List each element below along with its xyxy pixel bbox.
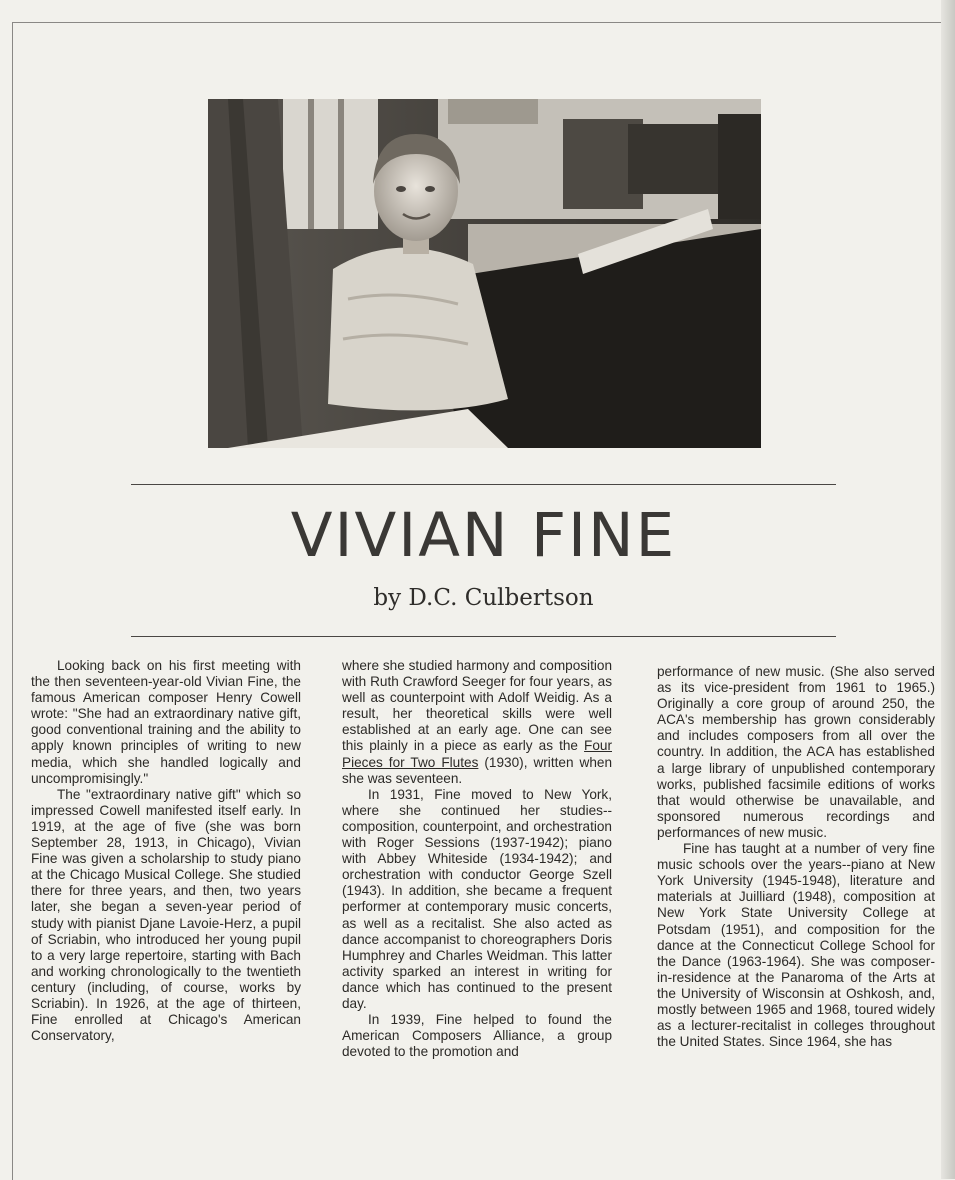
col3-paragraph-1: performance of new music. (She also served as its vice-president from 1961 to 1965.) Originally a core group of around 250, the ACA's membership has grown considerably and includes composers from all over the country. In addition, the ACA has established a large library of unpublished contemporary works, published facsimile editions of works that would otherwise be unavailable, and sponsored numerous recordings and performances of new music.	[657, 664, 935, 840]
col1-paragraph-1: Looking back on his first meeting with the then seventeen-year-old Vivian Fine, the famous American composer Henry Cowell wrote: "She had an extraordinary native gift, good conventional training and the ability to apply known principles of writing to new media, which she handled logically and uncompromisingly."	[31, 658, 301, 786]
portrait-photo-icon	[208, 99, 761, 448]
col2-paragraph-1	[342, 658, 612, 787]
article-title: VIVIAN FINE	[290, 500, 677, 571]
col2-p1-text-b: (1930), written when she was seventeen.	[342, 754, 613, 786]
column-3	[657, 664, 935, 1050]
article-byline: by D.C. Culbertson	[373, 585, 594, 611]
portrait-photo	[208, 99, 761, 448]
column-2	[342, 658, 612, 1060]
work-title-four-pieces: Four Pieces for Two Flutes	[342, 738, 612, 770]
col2-paragraph-3: In 1939, Fine helped to found the American Composers Alliance, a group devoted to the promotion and	[342, 1012, 612, 1060]
col2-p1-text-a: where she studied harmony and composition with Ruth Crawford Seeger for four years, as well as counterpoint with Adolf Weidig. As a result, her theoretical skills were well established at an early age. One can see this plainly in a piece as early as the	[342, 658, 612, 754]
title-rule-top	[131, 484, 836, 485]
col3-paragraph-2: Fine has taught at a number of very fine music schools over the years--piano at New York University (1945-1948), literature and materials at Juilliard (1948), composition at New York State University College at Potsdam (1951), and composition for the dance at the Connecticut College School for the Dance (1963-1964). She was composer-in-residence at the Panaroma of the Arts at the University of Wisconsin at Oshkosh, and, mostly between 1965 and 1968, toured widely as a lecturer-recitalist in colleges throughout the United States. Since 1964, she has	[657, 841, 935, 1050]
col1-paragraph-2: The "extraordinary native gift" which so impressed Cowell manifested itself early. In 1919, at the age of five (she was born September 28, 1913, in Chicago), Vivian Fine was given a scholarship to study piano at the Chicago Musical College. She studied there for three years, and then, two years later, she began a seven-year period of study with pianist Djane Lavoie-Herz, a pupil of Scriabin, who introduced her young pupil to a very large repertoire, starting with Bach and working chronologically to the twentieth century (including, of course, works by Scriabin). In 1926, at the age of thirteen, Fine enrolled at Chicago's American Conservatory,	[31, 786, 301, 1044]
title-rule-bottom	[131, 636, 836, 637]
column-1	[31, 658, 301, 1044]
page-edge-shadow	[941, 0, 955, 1179]
col2-paragraph-2: In 1931, Fine moved to New York, where she continued her studies--composition, counterpoint, and orchestration with Roger Sessions (1937-1942); piano with Abbey Whiteside (1934-1942); and orchestration with conductor George Szell (1943). In addition, she became a frequent performer at contemporary music concerts, as well as a recitalist. She also acted as dance accompanist to choreographers Doris Humphrey and Charles Weidman. This latter activity sparked an interest in writing for dance which has continued to the present day.	[342, 786, 612, 1011]
